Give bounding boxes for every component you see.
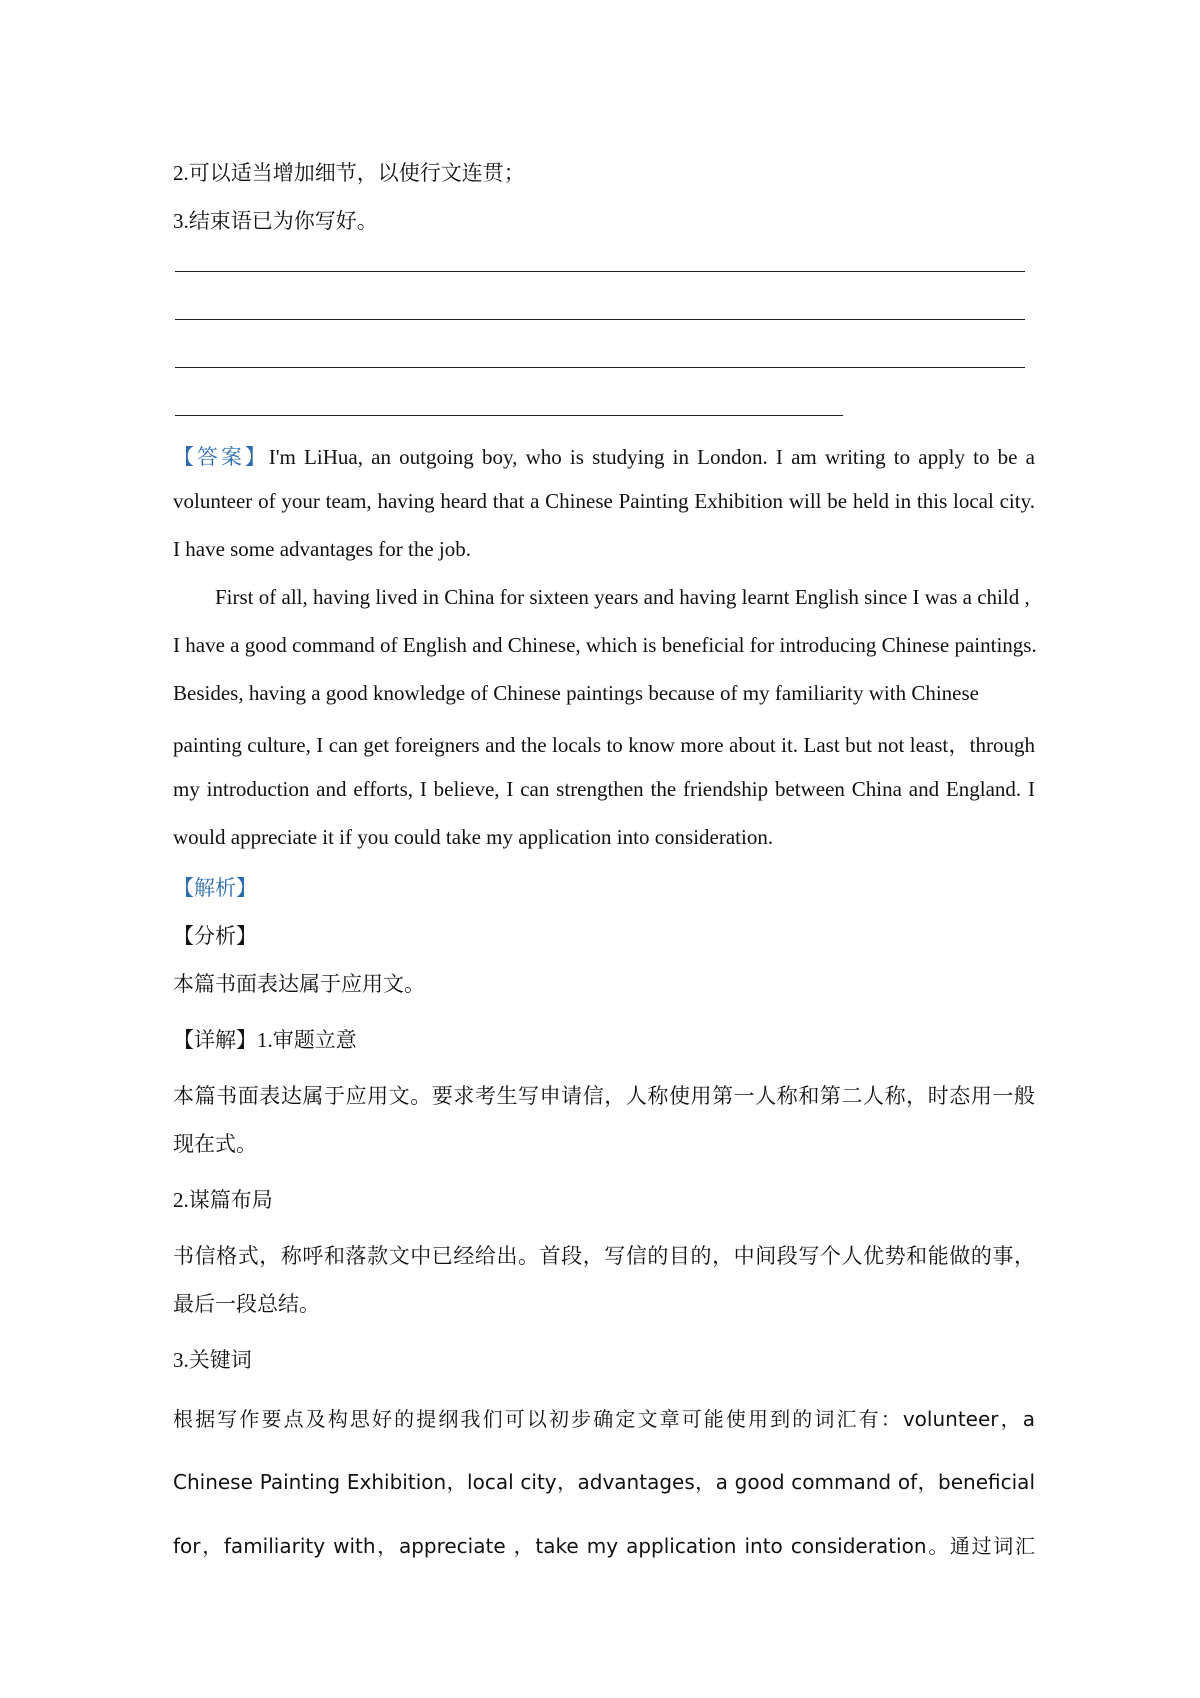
step3-line-2: Chinese Painting Exhibition，local city，advantages，a good command of，beneficial (173, 1470, 1035, 1494)
answer-line-4: First of all, having lived in China for sixteen years and having learnt English since I was a child , (215, 585, 1030, 609)
answer-blank-line-1 (175, 271, 1025, 272)
step2-line-1: 书信格式，称呼和落款文中已经给出。首段，写信的目的，中间段写个人优势和能做的事， (173, 1244, 1035, 1268)
step2-title: 2.谋篇布局 (173, 1188, 273, 1212)
step3-line-3: for，familiarity with，appreciate ，take my application into consideration。通过词汇 (173, 1534, 1035, 1558)
answer-line-3: I have some advantages for the job. (173, 537, 471, 561)
detail-heading (173, 1024, 357, 1054)
analysis-sub-label: 【分析】 (173, 924, 257, 948)
answer-blank-line-4 (175, 415, 843, 416)
answer-line-5: I have a good command of English and Chinese, which is beneficial for introducing Chinese paintings. (173, 633, 1037, 657)
step3-line-1: 根据写作要点及构思好的提纲我们可以初步确定文章可能使用到的词汇有：volunteer，a (173, 1407, 1035, 1431)
answer-blank-line-3 (175, 367, 1025, 368)
analysis-label: 【解析】 (173, 876, 257, 900)
answer-blank-line-2 (175, 319, 1025, 320)
step3-title: 3.关键词 (173, 1348, 252, 1372)
answer-line-2: volunteer of your team, having heard that a Chinese Painting Exhibition will be held in this local city. (173, 489, 1035, 513)
requirement-item-2: 2.可以适当增加细节，以使行文连贯； (173, 161, 525, 185)
step2-line-2: 最后一段总结。 (173, 1292, 320, 1316)
answer-label: 【答案】 (173, 445, 269, 469)
analysis-summary: 本篇书面表达属于应用文。 (173, 972, 425, 996)
step1-line-2: 现在式。 (173, 1132, 257, 1156)
requirement-item-3: 3.结束语已为你写好。 (173, 209, 378, 233)
answer-line-6: Besides, having a good knowledge of Chinese paintings because of my familiarity with Chinese (173, 681, 979, 705)
step1-line-1: 本篇书面表达属于应用文。要求考生写申请信，人称使用第一人称和第二人称，时态用一般 (173, 1084, 1035, 1108)
answer-line-1: 【答案】I'm LiHua, an outgoing boy, who is studying in London. I am writing to apply to be a (173, 445, 1036, 469)
detail-label: 【详解】 (173, 1028, 257, 1052)
answer-line-8: my introduction and efforts, I believe, I can strengthen the friendship between China and England. I (173, 777, 1035, 801)
step1-title: 1.审题立意 (257, 1028, 357, 1052)
answer-line-7: painting culture, I can get foreigners and the locals to know more about it. Last but not least，through (173, 733, 1035, 757)
answer-line-9: would appreciate it if you could take my application into consideration. (173, 825, 774, 849)
